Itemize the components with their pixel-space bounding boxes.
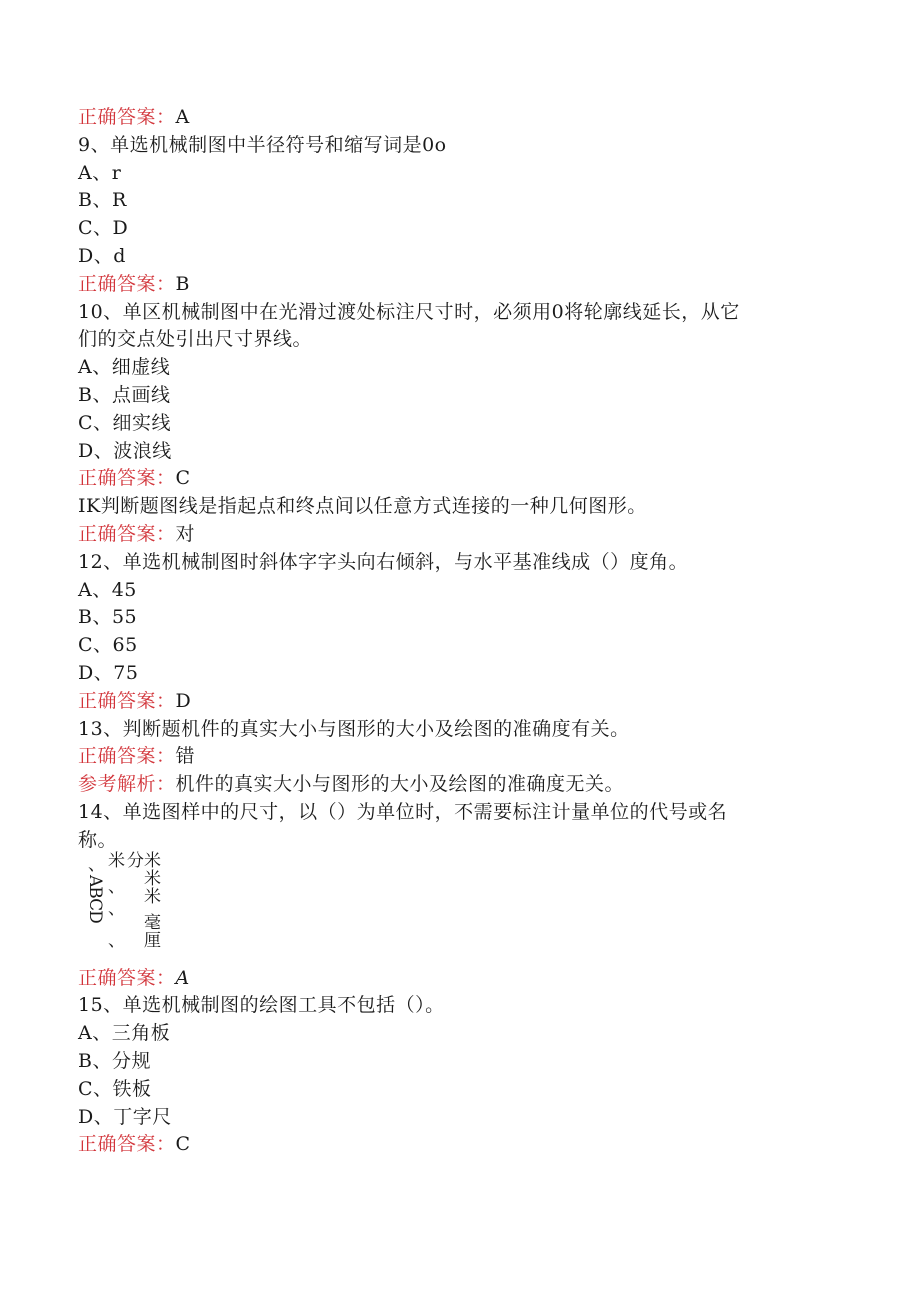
q15-option-a: A、三角板 xyxy=(78,1022,171,1045)
garbled-char: 米 xyxy=(144,850,161,871)
answer-label: 正确答案： xyxy=(78,272,176,295)
answer-value: C xyxy=(175,467,191,490)
q8-answer-row xyxy=(78,104,838,132)
q11-question: IK判断题图线是指起点和终点间以任意方式连接的一种几何图形。 xyxy=(78,495,647,518)
q9-option-c: C、D xyxy=(78,217,129,240)
garbled-abcd: ABCD xyxy=(85,874,105,923)
q11-answer-row xyxy=(78,521,838,549)
answer-label: 正确答案： xyxy=(78,1133,176,1156)
q9-question: 9、单选机械制图中半径符号和缩写词是0o xyxy=(78,133,447,156)
answer-value: D xyxy=(175,689,192,712)
q13-question: 13、判断题机件的真实大小与图形的大小及绘图的准确度有关。 xyxy=(78,717,630,740)
q14-garbled-options xyxy=(78,850,838,965)
garbled-char: 毫 xyxy=(144,912,161,933)
q12-option-d: D、75 xyxy=(78,661,139,684)
q10-option-a: A、细虚线 xyxy=(78,356,171,379)
answer-label: 正确答案： xyxy=(78,106,176,128)
answer-label: 正确答案： xyxy=(78,522,176,545)
garbled-char: 厘 xyxy=(144,930,161,951)
answer-value: B xyxy=(175,272,190,295)
answer-value: A xyxy=(175,106,190,128)
q15-option-b: B、分规 xyxy=(78,1049,151,1072)
q15-question: 15、单选机械制图的绘图工具不包括（）。 xyxy=(78,994,445,1017)
q10-option-c: C、细实线 xyxy=(78,411,172,434)
answer-label: 正确答案： xyxy=(78,467,176,490)
q15-answer-row xyxy=(78,1131,838,1159)
q12-option-b: B、55 xyxy=(78,606,138,629)
garbled-comma: 、 xyxy=(108,930,125,951)
garbled-char: 分 xyxy=(127,850,144,871)
q12-answer-row xyxy=(78,688,838,716)
garbled-char: 米 xyxy=(108,850,125,871)
answer-label: 正确答案： xyxy=(78,966,176,989)
question-list xyxy=(78,104,838,1159)
q15-option-c: C、铁板 xyxy=(78,1077,152,1100)
q10-option-b: B、点画线 xyxy=(78,383,171,406)
garbled-comma: 、 xyxy=(108,898,125,919)
garbled-comma: 、 xyxy=(88,854,105,875)
q14-question-line2: 称。 xyxy=(78,828,118,851)
q12-option-a: A、45 xyxy=(78,578,137,601)
q10-answer-row xyxy=(78,465,838,493)
answer-value: 错 xyxy=(175,745,196,768)
q13-answer-row xyxy=(78,743,838,771)
answer-label: 正确答案： xyxy=(78,689,176,712)
q14-question-line1: 14、单选图样中的尺寸，以（）为单位时，不需要标注计量单位的代号或名 xyxy=(78,800,728,823)
q12-question: 12、单选机械制图时斜体字字头向右倾斜，与水平基准线成（）度角。 xyxy=(78,550,689,573)
answer-label: 正确答案： xyxy=(78,745,176,768)
answer-value: 对 xyxy=(175,522,196,545)
q10-option-d: D、波浪线 xyxy=(78,439,172,462)
garbled-char: 米 xyxy=(144,868,161,889)
answer-value: A xyxy=(175,966,190,989)
q12-option-c: C、65 xyxy=(78,634,138,657)
garbled-comma: 、 xyxy=(108,876,125,897)
analysis-text: 机件的真实大小与图形的大小及绘图的准确度无关。 xyxy=(175,773,625,796)
q9-option-a: A、r xyxy=(78,161,122,184)
q9-option-b: B、R xyxy=(78,189,127,212)
q14-answer-row xyxy=(78,965,838,993)
q9-answer-row xyxy=(78,271,838,299)
q10-question-line2: 们的交点处引出尺寸界线。 xyxy=(78,328,313,351)
q13-analysis-row xyxy=(78,771,838,799)
garbled-char: 米 xyxy=(144,886,161,907)
analysis-label: 参考解析： xyxy=(78,773,176,796)
q10-question-line1: 10、单区机械制图中在光滑过渡处标注尺寸时，必须用0将轮廓线延长，从它 xyxy=(78,300,740,323)
q9-option-d: D、d xyxy=(78,244,126,267)
q15-option-d: D、丁字尺 xyxy=(78,1105,172,1128)
answer-value: C xyxy=(175,1133,191,1156)
